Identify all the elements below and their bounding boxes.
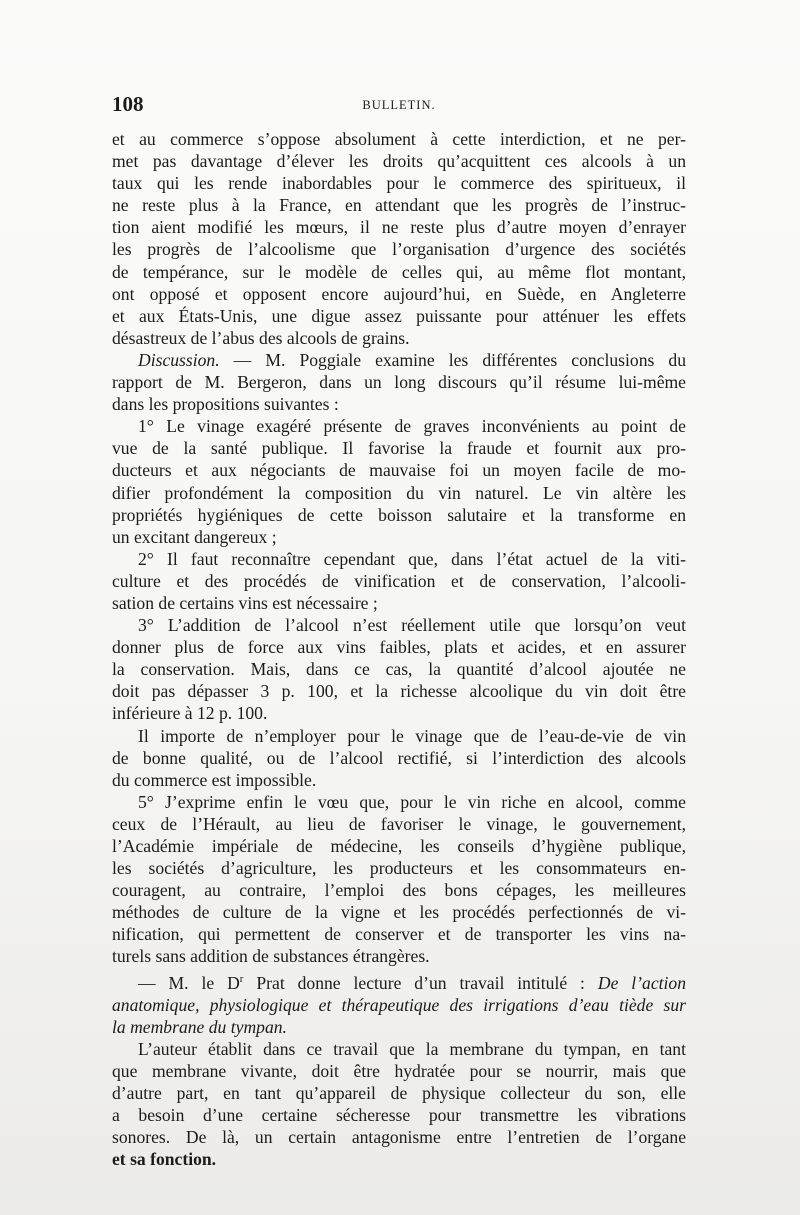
text-line: difier profondément la composition du vin naturel. Le vin altère les xyxy=(112,482,686,503)
text-line: du commerce est impossible. xyxy=(112,769,317,790)
article-title: De l’action xyxy=(597,972,686,993)
text-line: l’Académie impériale de médecine, les conseils d’hygiène publique, xyxy=(112,836,686,856)
text-line: doit pas dépasser 3 p. 100, et la richesse alcoolique du vin doit être xyxy=(112,681,686,702)
text-line: propriétés hygiéniques de cette boisson salutaire et la transforme en xyxy=(112,504,686,525)
text-line: de tempérance, sur le modèle de celles qui, au même flot montant, xyxy=(112,261,686,282)
text-line: inférieure à 12 p. 100. xyxy=(112,703,268,724)
text-line: méthodes de culture de la vigne et les procédés perfectionnés de vi- xyxy=(112,902,686,923)
text-line: les progrès de l’alcoolisme que l’organisation d’urgence des sociétés xyxy=(112,239,686,260)
page-number: 108 xyxy=(112,92,144,116)
text-line: sation de certains vins est nécessaire ; xyxy=(112,592,378,613)
text-line: tion aient modifié les mœurs, il ne reste plus d’autre moyen d’enrayer xyxy=(112,217,686,238)
article-title-line: anatomique, physiologique et thérapeutique des irrigations d’eau tiède sur xyxy=(112,994,686,1015)
text-line: un excitant dangereux ; xyxy=(112,526,277,547)
body-text xyxy=(112,128,686,1170)
text-line: couragent, au contraire, l’emploi des bons cépages, les meilleures xyxy=(112,880,686,901)
text-line: met pas davantage d’élever les droits qu’acquittent ces alcools à un xyxy=(112,151,686,172)
text-line: culture et des procédés de vinification et de conservation, l’alcooli- xyxy=(112,570,686,591)
text-line: d’autre part, en tant qu’appareil de physique collecteur du son, elle xyxy=(112,1082,686,1103)
text-line: ceux de l’Hérault, au lieu de favoriser le vinage, le gouvernement, xyxy=(112,813,686,834)
text-line: ducteurs et aux négociants de mauvaise foi un moyen facile de mo- xyxy=(112,460,686,481)
text-fragment: Prat donne lecture d’un travail intitulé : xyxy=(243,972,598,993)
text-line: de bonne qualité, ou de l’alcool rectifié, si l’interdiction des alcools xyxy=(112,747,686,768)
text-line: taux qui les rende inabordables pour le commerce des spiritueux, il xyxy=(112,173,686,194)
text-line: 3° L’addition de l’alcool n’est réellement utile que lorsqu’on veut xyxy=(138,615,686,636)
text-line: donner plus de force aux vins faibles, plats et acides, et en assurer xyxy=(112,637,686,658)
discussion-label: Discussion. xyxy=(138,349,220,370)
text-line: la conservation. Mais, dans ce cas, la quantité d’alcool ajoutée ne xyxy=(112,659,686,680)
text-line: dans les propositions suivantes : xyxy=(112,394,339,415)
text-line: ne reste plus à la France, en attendant que les progrès de l’instruc- xyxy=(112,195,686,216)
text-line: et aux États-Unis, une digue assez puissante pour atténuer les effets xyxy=(112,305,686,326)
text-line: que membrane vivante, doit être hydratée pour se nourrir, mais que xyxy=(112,1060,686,1081)
text-fragment: — M. le D xyxy=(138,972,240,993)
prat-line xyxy=(112,968,686,994)
text-line: ont opposé et opposent encore aujourd’hui, en Suède, en Angleterre xyxy=(112,283,686,304)
text-line: 2° Il faut reconnaître cependant que, dans l’état actuel de la viti- xyxy=(138,548,686,569)
text-line: les sociétés d’agriculture, les producteurs et les consommateurs en- xyxy=(112,858,686,879)
text-fragment: M. Poggiale examine les différentes conclusions du xyxy=(265,349,686,370)
text-line: 5° J’exprime enfin le vœu que, pour le vin riche en alcool, comme xyxy=(138,791,686,812)
text-line: 1° Le vinage exagéré présente de graves inconvénients au point de xyxy=(138,416,686,437)
text-line: a besoin d’une certaine sécheresse pour transmettre les vibrations xyxy=(112,1104,686,1125)
text-line: vue de la santé publique. Il favorise la fraude et fournit aux pro- xyxy=(112,438,686,459)
text-line: et sa fonction. xyxy=(112,1149,217,1170)
text-line: rapport de M. Bergeron, dans un long discours qu’il résume lui-même xyxy=(112,372,686,393)
text-line: et au commerce s’oppose absolument à cette interdiction, et ne per- xyxy=(112,129,686,149)
running-title: BULLETIN. xyxy=(362,98,436,112)
text-line: nification, qui permettent de conserver et de transporter les vins na- xyxy=(112,924,686,945)
article-title-line: la membrane du tympan. xyxy=(112,1016,287,1037)
text-line: L’auteur établit dans ce travail que la membrane du tympan, en tant xyxy=(138,1038,686,1059)
discussion-line xyxy=(112,349,686,371)
text-line: turels sans addition de substances étrangères. xyxy=(112,946,430,967)
discussion-dash: — xyxy=(219,349,266,370)
text-line: Il importe de n’employer pour le vinage que de l’eau-de-vie de vin xyxy=(138,725,686,746)
superscript: r xyxy=(239,972,244,985)
text-line: sonores. De là, un certain antagonisme entre l’entretien de l’organe xyxy=(112,1127,686,1148)
page-header xyxy=(112,92,686,118)
text-line: désastreux de l’abus des alcools de grains. xyxy=(112,327,410,348)
